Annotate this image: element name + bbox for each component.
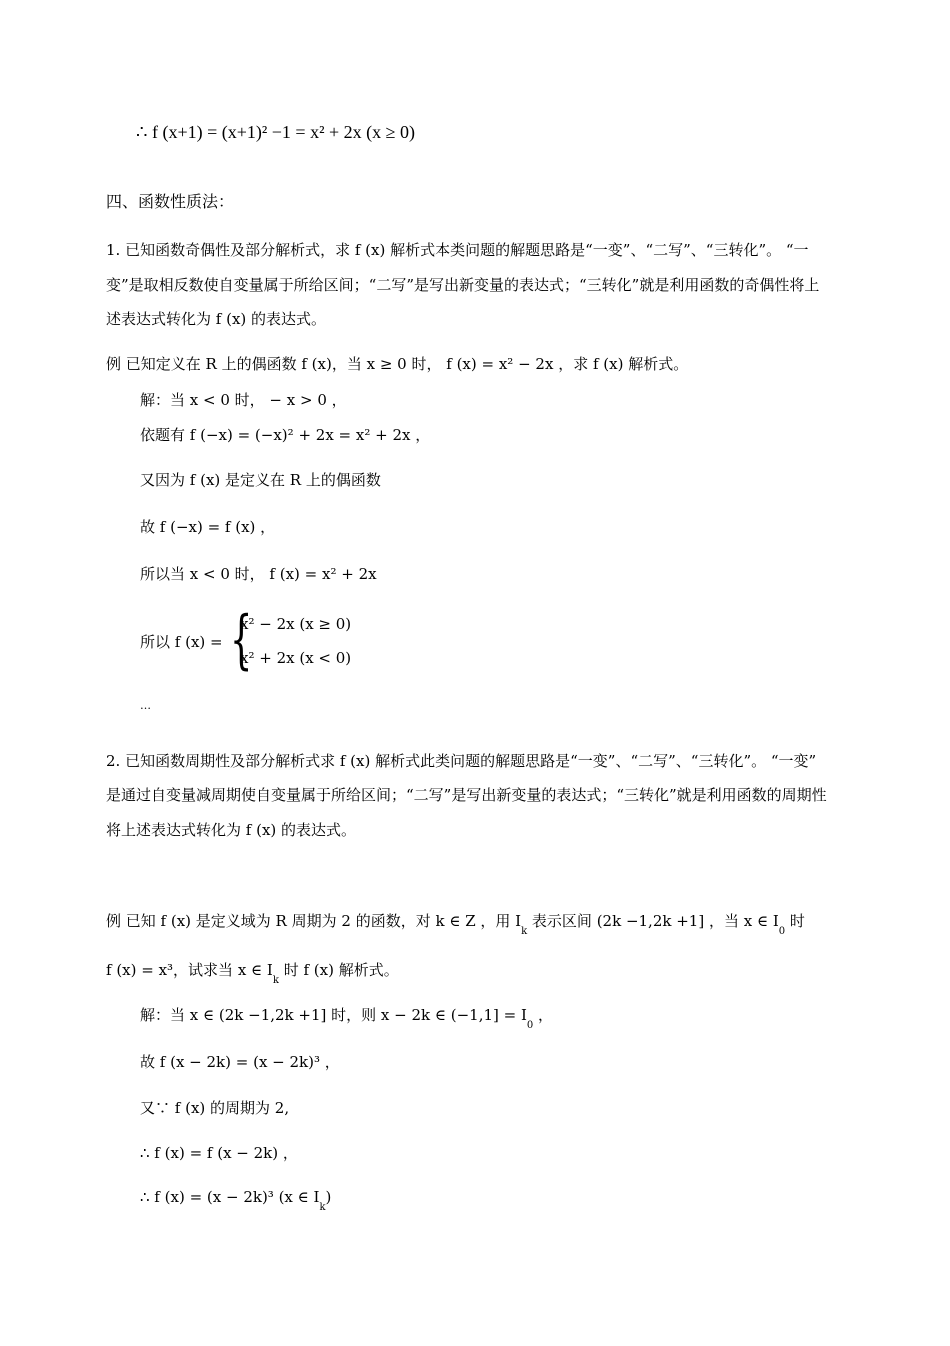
example2-part2: 表示区间 (2k −1,2k +1] ，当 x ∈ I [527, 912, 779, 930]
solution2-step1-end: ， [533, 1006, 554, 1024]
example2-part3: 时 [785, 912, 805, 930]
subscript-0: 0 [778, 926, 786, 937]
solution2-step5-text: ∴ f (x) = (x − 2k)³ (x ∈ I [140, 1188, 320, 1206]
ellipsis: … [140, 699, 151, 712]
example2-part1: 例 已知 f (x) 是定义域为 R 周期为 2 的函数，对 k ∈ Z ，用 I [106, 912, 522, 930]
solution2-step2: 故 f (x − 2k) = (x − 2k)³ ， [140, 1053, 340, 1071]
example1-statement: 例 已知定义在 R 上的偶函数 f (x)，当 x ≥ 0 时， f (x) = x² − 2x ，求 f (x) 解析式。 [106, 355, 689, 373]
para1-line1: 1. 已知函数奇偶性及部分解析式，求 f (x) 解析式本类问题的解题思路是“一变”、“二写”、“三转化”。 “一 [106, 241, 809, 259]
solution1-step4: 故 f (−x) = f (x) ， [140, 518, 276, 536]
solution2-step1-text: 解：当 x ∈ (2k −1,2k +1] 时，则 x − 2k ∈ (−1,1] = I [140, 1006, 527, 1024]
solution1-step3: 又因为 f (x) 是定义在 R 上的偶函数 [140, 471, 381, 489]
example2b-part1: f (x) = x³，试求当 x ∈ I [106, 961, 273, 979]
solution2-step5 [140, 1186, 331, 1211]
example2-statement-line2 [106, 959, 399, 984]
subscript-k: k [319, 1202, 326, 1213]
para1-line2: 变”是取相反数使自变量属于所给区间；“二写”是写出新变量的表达式；“三转化”就是利用函数的奇偶性将上 [106, 276, 820, 294]
para2-line1: 2. 已知函数周期性及部分解析式求 f (x) 解析式此类问题的解题思路是“一变”、“二写”、“三转化”。 “一变” [106, 752, 817, 770]
solution1-step2: 依题有 f (−x) = (−x)² + 2x = x² + 2x ， [140, 426, 431, 444]
para2-line2: 是通过自变量减周期使自变量属于所给区间；“二写”是写出新变量的表达式；“三转化”就是利用函数的周期性 [106, 786, 827, 804]
subscript-k: k [521, 926, 528, 937]
piecewise-case1: x² − 2x (x ≥ 0) [240, 615, 352, 633]
left-brace-icon: { [230, 603, 253, 677]
subscript-k: k [272, 975, 279, 986]
piecewise-case2: x² + 2x (x < 0) [240, 649, 352, 667]
solution2-step4: ∴ f (x) = f (x − 2k) ， [140, 1144, 298, 1162]
section-heading: 四、函数性质法： [106, 192, 235, 211]
solution1-step1: 解：当 x < 0 时， − x > 0 ， [140, 391, 347, 409]
example2b-part2: 时 f (x) 解析式。 [278, 961, 399, 979]
equation-f-x-plus-1: ∴ f (x+1) = (x+1)² −1 = x² + 2x (x ≥ 0) [136, 122, 415, 142]
solution1-step5: 所以当 x < 0 时， f (x) = x² + 2x [140, 565, 377, 583]
para2-line3: 将上述表达式转化为 f (x) 的表达式。 [106, 821, 357, 839]
example2-statement-line1 [106, 910, 805, 935]
subscript-0: 0 [526, 1020, 534, 1031]
para1-line3: 述表达式转化为 f (x) 的表达式。 [106, 310, 327, 328]
piecewise-label: 所以 f (x) = [140, 633, 223, 651]
solution2-step5-end: ) [325, 1188, 332, 1206]
solution2-step3: 又∵ f (x) 的周期为 2, [140, 1099, 290, 1117]
solution2-step1 [140, 1004, 553, 1029]
